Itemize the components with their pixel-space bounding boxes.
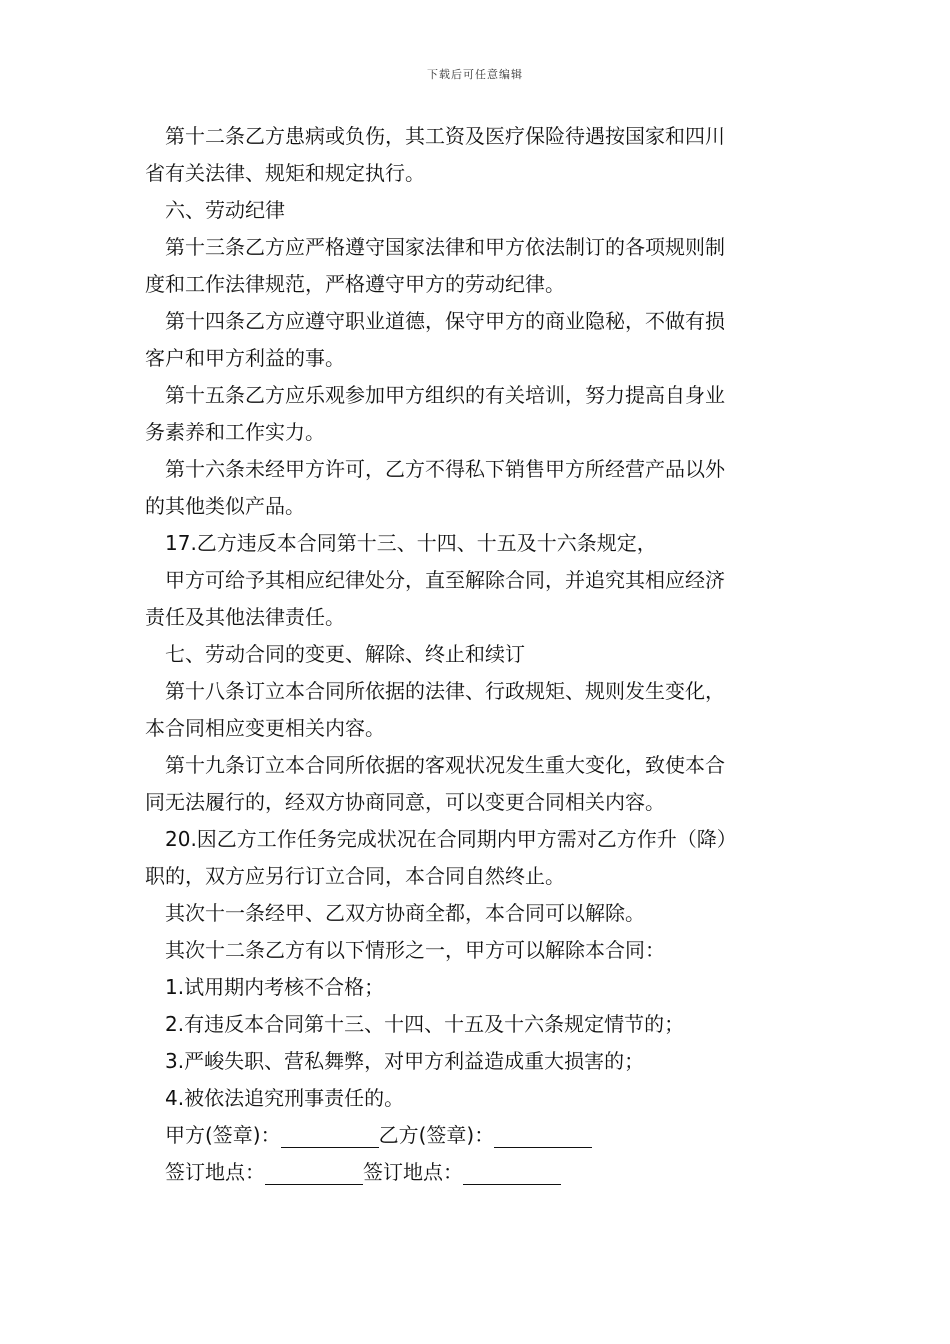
text-line: 第十九条订立本合同所依据的客观状况发生重大变化，致使本合 [165,753,725,777]
text-line: 第十四条乙方应遵守职业道德，保守甲方的商业隐秘，不做有损 [165,309,725,333]
text-line: 第十二条乙方患病或负伤，其工资及医疗保险待遇按国家和四川 [165,124,725,148]
page-header: 下载后可任意编辑 [427,68,523,81]
text-line: 2.有违反本合同第十三、十四、十五及十六条规定情节的； [165,1012,685,1036]
signature-line [145,1117,807,1154]
text-line: 3.严峻失职、营私舞弊，对甲方利益造成重大损害的； [165,1049,645,1073]
text-line: 度和工作法律规范，严格遵守甲方的劳动纪律。 [145,272,565,296]
text-line: 第十六条未经甲方许可，乙方不得私下销售甲方所经营产品以外 [165,457,725,481]
text-line: 本合同相应变更相关内容。 [145,716,385,740]
text-line: 职的，双方应另行订立合同，本合同自然终止。 [145,864,565,888]
party-a-signature-blank [281,1125,379,1148]
text-line: 17.乙方违反本合同第十三、十四、十五及十六条规定， [165,531,657,555]
signing-place-line [145,1154,807,1191]
text-line: 其次十二条乙方有以下情形之一，甲方可以解除本合同： [165,938,665,962]
text-line: 第十五条乙方应乐观参加甲方组织的有关培训，努力提高自身业 [165,383,725,407]
party-b-signature-label: 乙方(签章)： [378,1123,495,1147]
party-b-signature-blank [494,1125,592,1148]
text-line: 第十八条订立本合同所依据的法律、行政规矩、规则发生变化， [165,679,725,703]
text-line: 责任及其他法律责任。 [145,605,345,629]
text-line: 省有关法律、规矩和规定执行。 [145,161,425,185]
text-line: 1.试用期内考核不合格； [165,975,385,999]
text-line: 4.被依法追究刑事责任的。 [165,1086,405,1110]
section-heading: 七、劳动合同的变更、解除、终止和续订 [165,642,525,666]
place-a-label: 签订地点： [165,1160,265,1184]
text-line: 的其他类似产品。 [145,494,305,518]
text-line: 同无法履行的，经双方协商同意，可以变更合同相关内容。 [145,790,665,814]
text-line: 务素养和工作实力。 [145,420,325,444]
party-a-signature-label: 甲方(签章)： [165,1123,281,1147]
section-heading: 六、劳动纪律 [165,198,285,222]
text-line: 第十三条乙方应严格遵守国家法律和甲方依法制订的各项规则制 [165,235,725,259]
text-line: 客户和甲方利益的事。 [145,346,345,370]
text-line: 20.因乙方工作任务完成状况在合同期内甲方需对乙方作升（降） [165,827,737,851]
place-b-blank [463,1162,561,1185]
text-line: 其次十一条经甲、乙双方协商全都，本合同可以解除。 [165,901,645,925]
text-line: 甲方可给予其相应纪律处分，直至解除合同，并追究其相应经济 [165,568,725,592]
place-a-blank [265,1162,363,1185]
place-b-label: 签订地点： [363,1160,463,1184]
document-body [145,118,807,1191]
